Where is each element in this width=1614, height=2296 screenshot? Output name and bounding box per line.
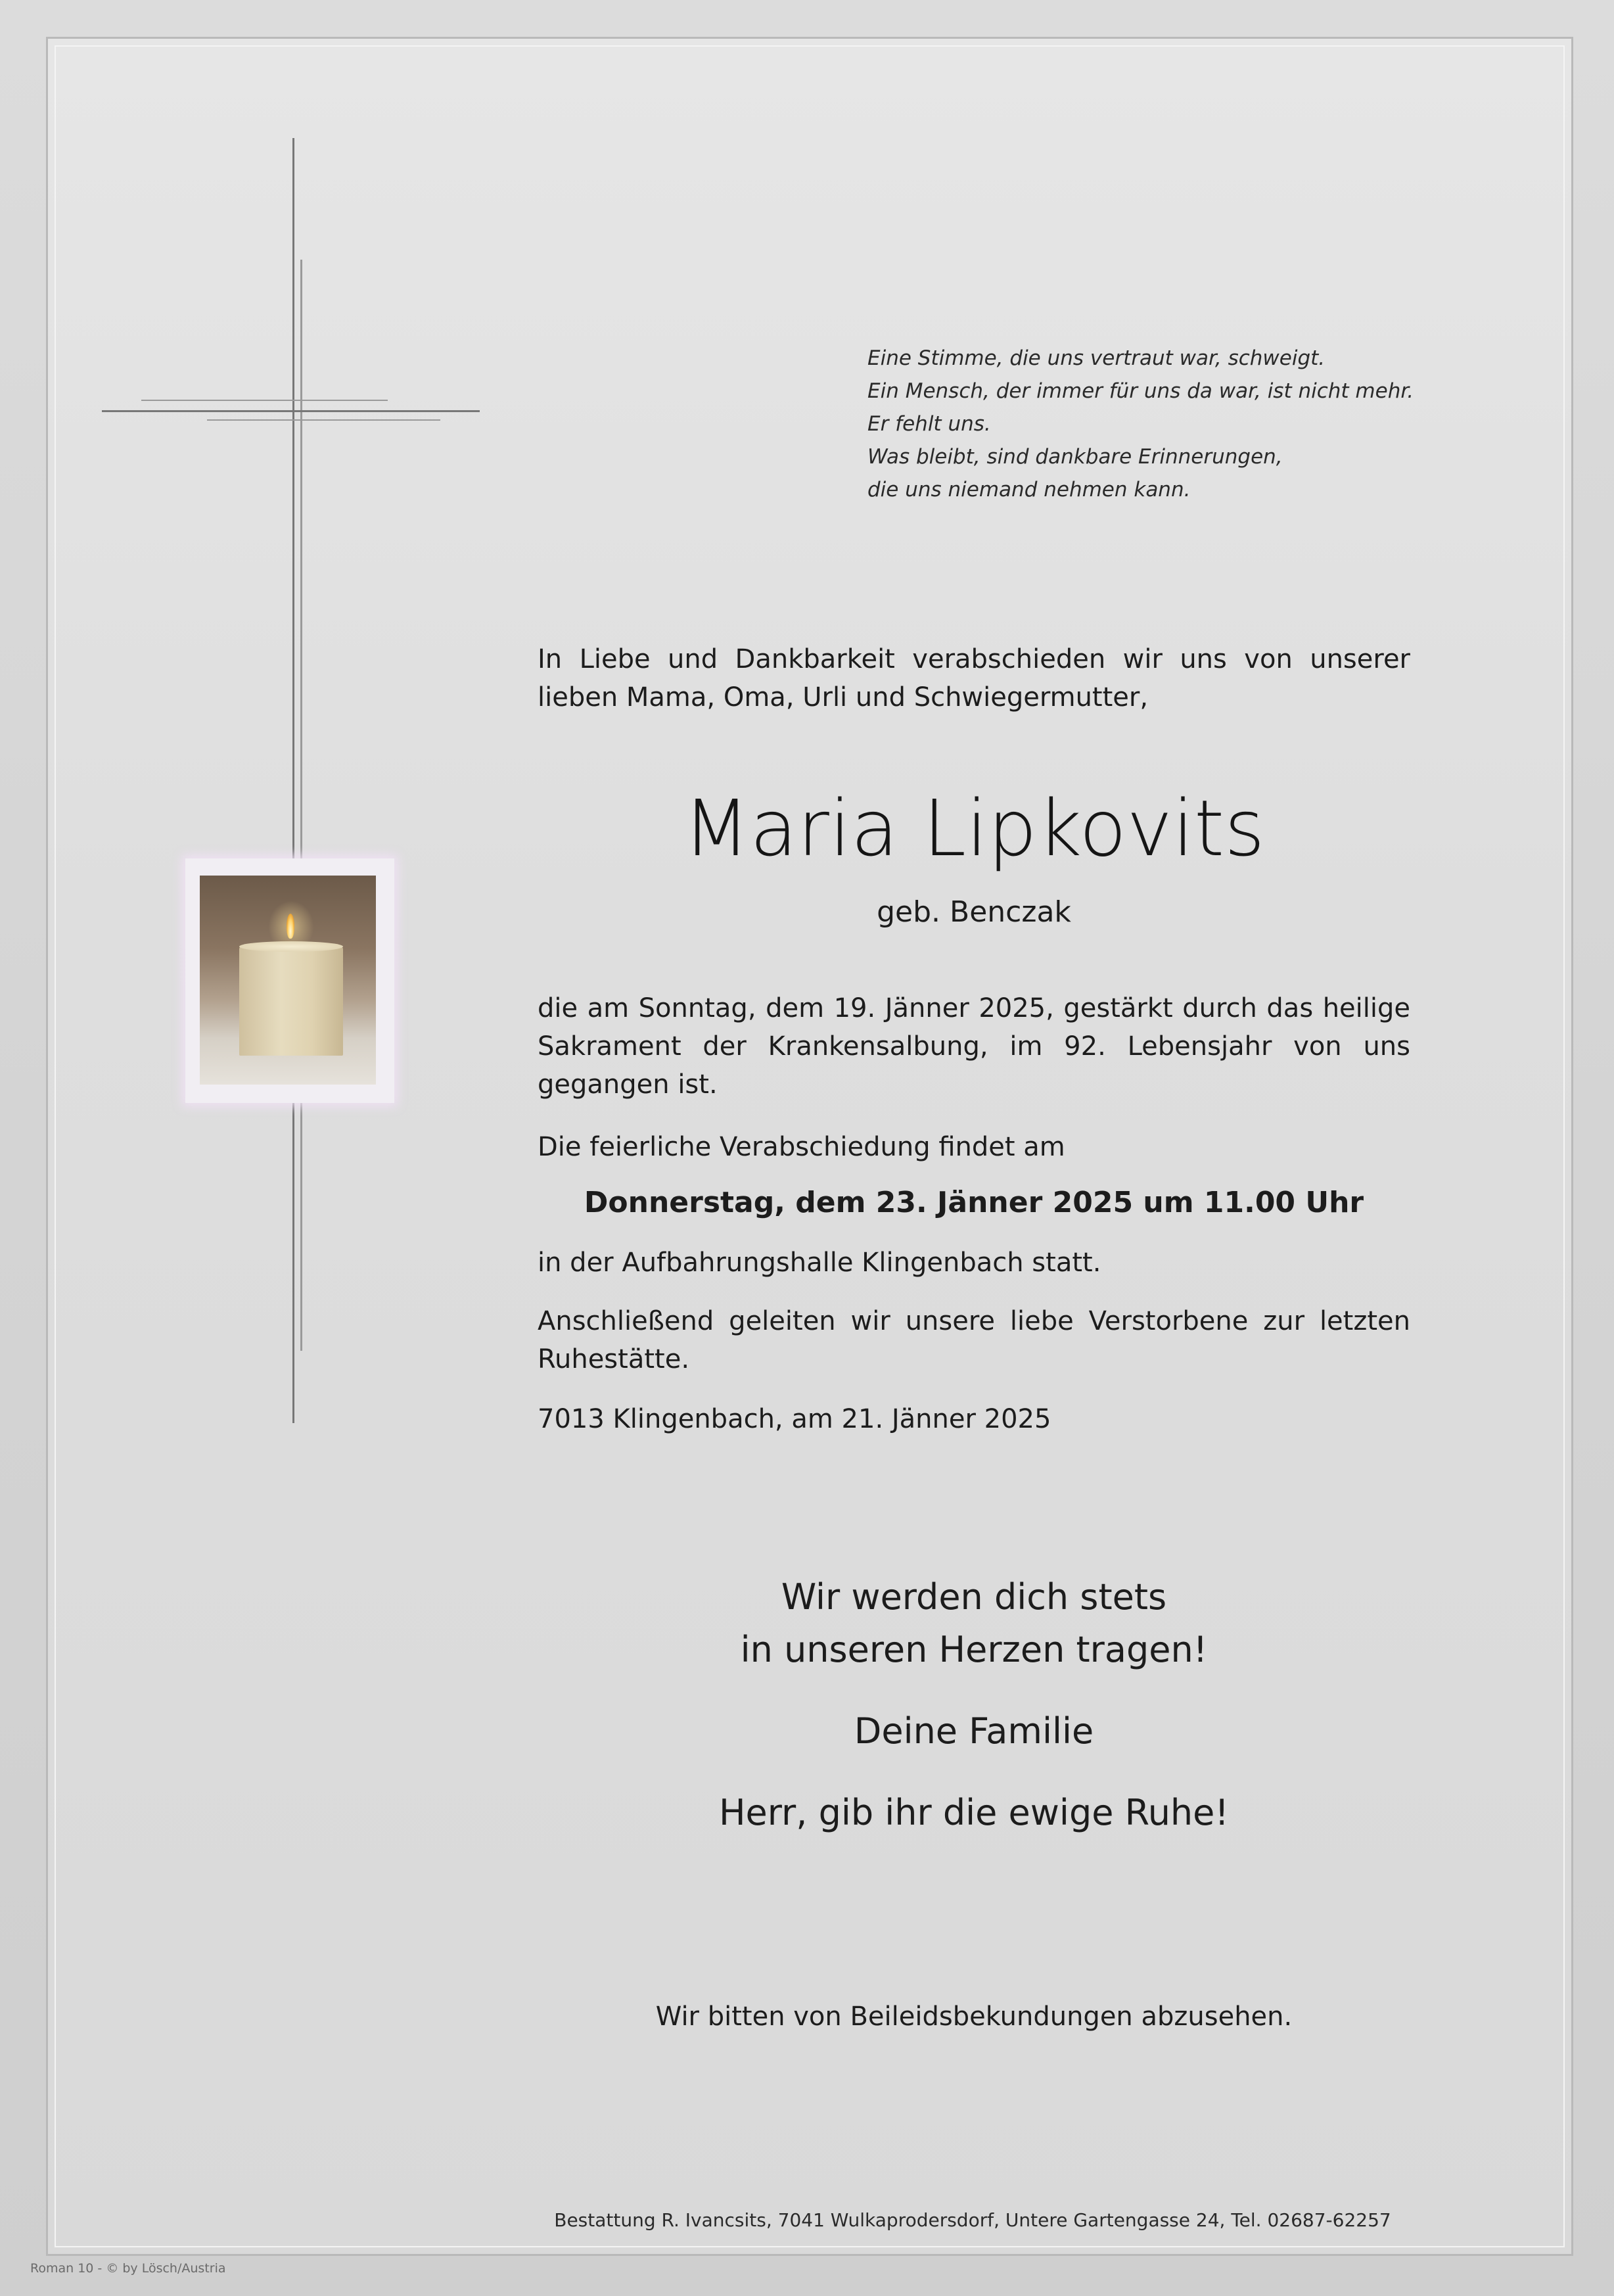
verse-line: Er fehlt uns. [867, 412, 991, 436]
verse-line: Ein Mensch, der immer für uns da war, ist nicht mehr. [867, 379, 1414, 403]
cross-horizontal-line-2 [141, 400, 388, 401]
verse-line: Was bleibt, sind dankbare Erinnerungen, [867, 445, 1283, 469]
deceased-name: Maria Lipkovits [683, 783, 1265, 874]
ceremony-date: Donnerstag, dem 23. Jänner 2025 um 11.00 Uhr [584, 1186, 1364, 1219]
closing-line-1: Wir werden dich stets [781, 1576, 1167, 1618]
cross-horizontal-line-1 [102, 410, 480, 412]
intro-text: In Liebe und Dankbarkeit verabschieden wir uns von unserer lieben Mama, Oma, Urli und Schwiegermutter, [538, 644, 1410, 713]
deceased-birth-name: geb. Benczak [877, 895, 1071, 929]
undertaker-info: Bestattung R. Ivancsits, 7041 Wulkaprodersdorf, Untere Gartengasse 24, Tel. 02687-62257 [554, 2209, 1391, 2231]
burial-text: Anschließend geleiten wir unsere liebe Verstorbene zur letzten Ruhestätte. [538, 1306, 1410, 1374]
candle-image [200, 876, 376, 1085]
ceremony-intro: Die feierliche Verabschiedung findet am [538, 1132, 1065, 1162]
verse-line: die uns niemand nehmen kann. [867, 478, 1191, 502]
cross-vertical-line-2 [300, 260, 302, 1351]
closing-line-2: in unseren Herzen tragen! [740, 1629, 1208, 1670]
death-notice-text: die am Sonntag, dem 19. Jänner 2025, gestärkt durch das heilige Sakrament der Krankensalbung, im 92. Lebensjahr von uns gegangen ist. [538, 993, 1410, 1100]
imprint: Roman 10 - © by Lösch/Austria [30, 2261, 226, 2276]
closing-prayer: Herr, gib ihr die ewige Ruhe! [718, 1792, 1230, 1833]
place-and-date: 7013 Klingenbach, am 21. Jänner 2025 [538, 1404, 1051, 1434]
cross-vertical-line-1 [292, 138, 294, 1423]
ceremony-place: in der Aufbahrungshalle Klingenbach statt. [538, 1248, 1101, 1278]
family-signature: Deine Familie [854, 1710, 1094, 1752]
candle-image-frame [185, 858, 394, 1103]
verse [867, 342, 1459, 506]
candle-body [239, 947, 343, 1056]
condolence-note: Wir bitten von Beileidsbekundungen abzusehen. [655, 2002, 1293, 2032]
candle-flame [287, 914, 294, 939]
candle-top [239, 941, 343, 952]
verse-line: Eine Stimme, die uns vertraut war, schweigt. [867, 346, 1326, 370]
cross-horizontal-line-3 [207, 419, 440, 421]
